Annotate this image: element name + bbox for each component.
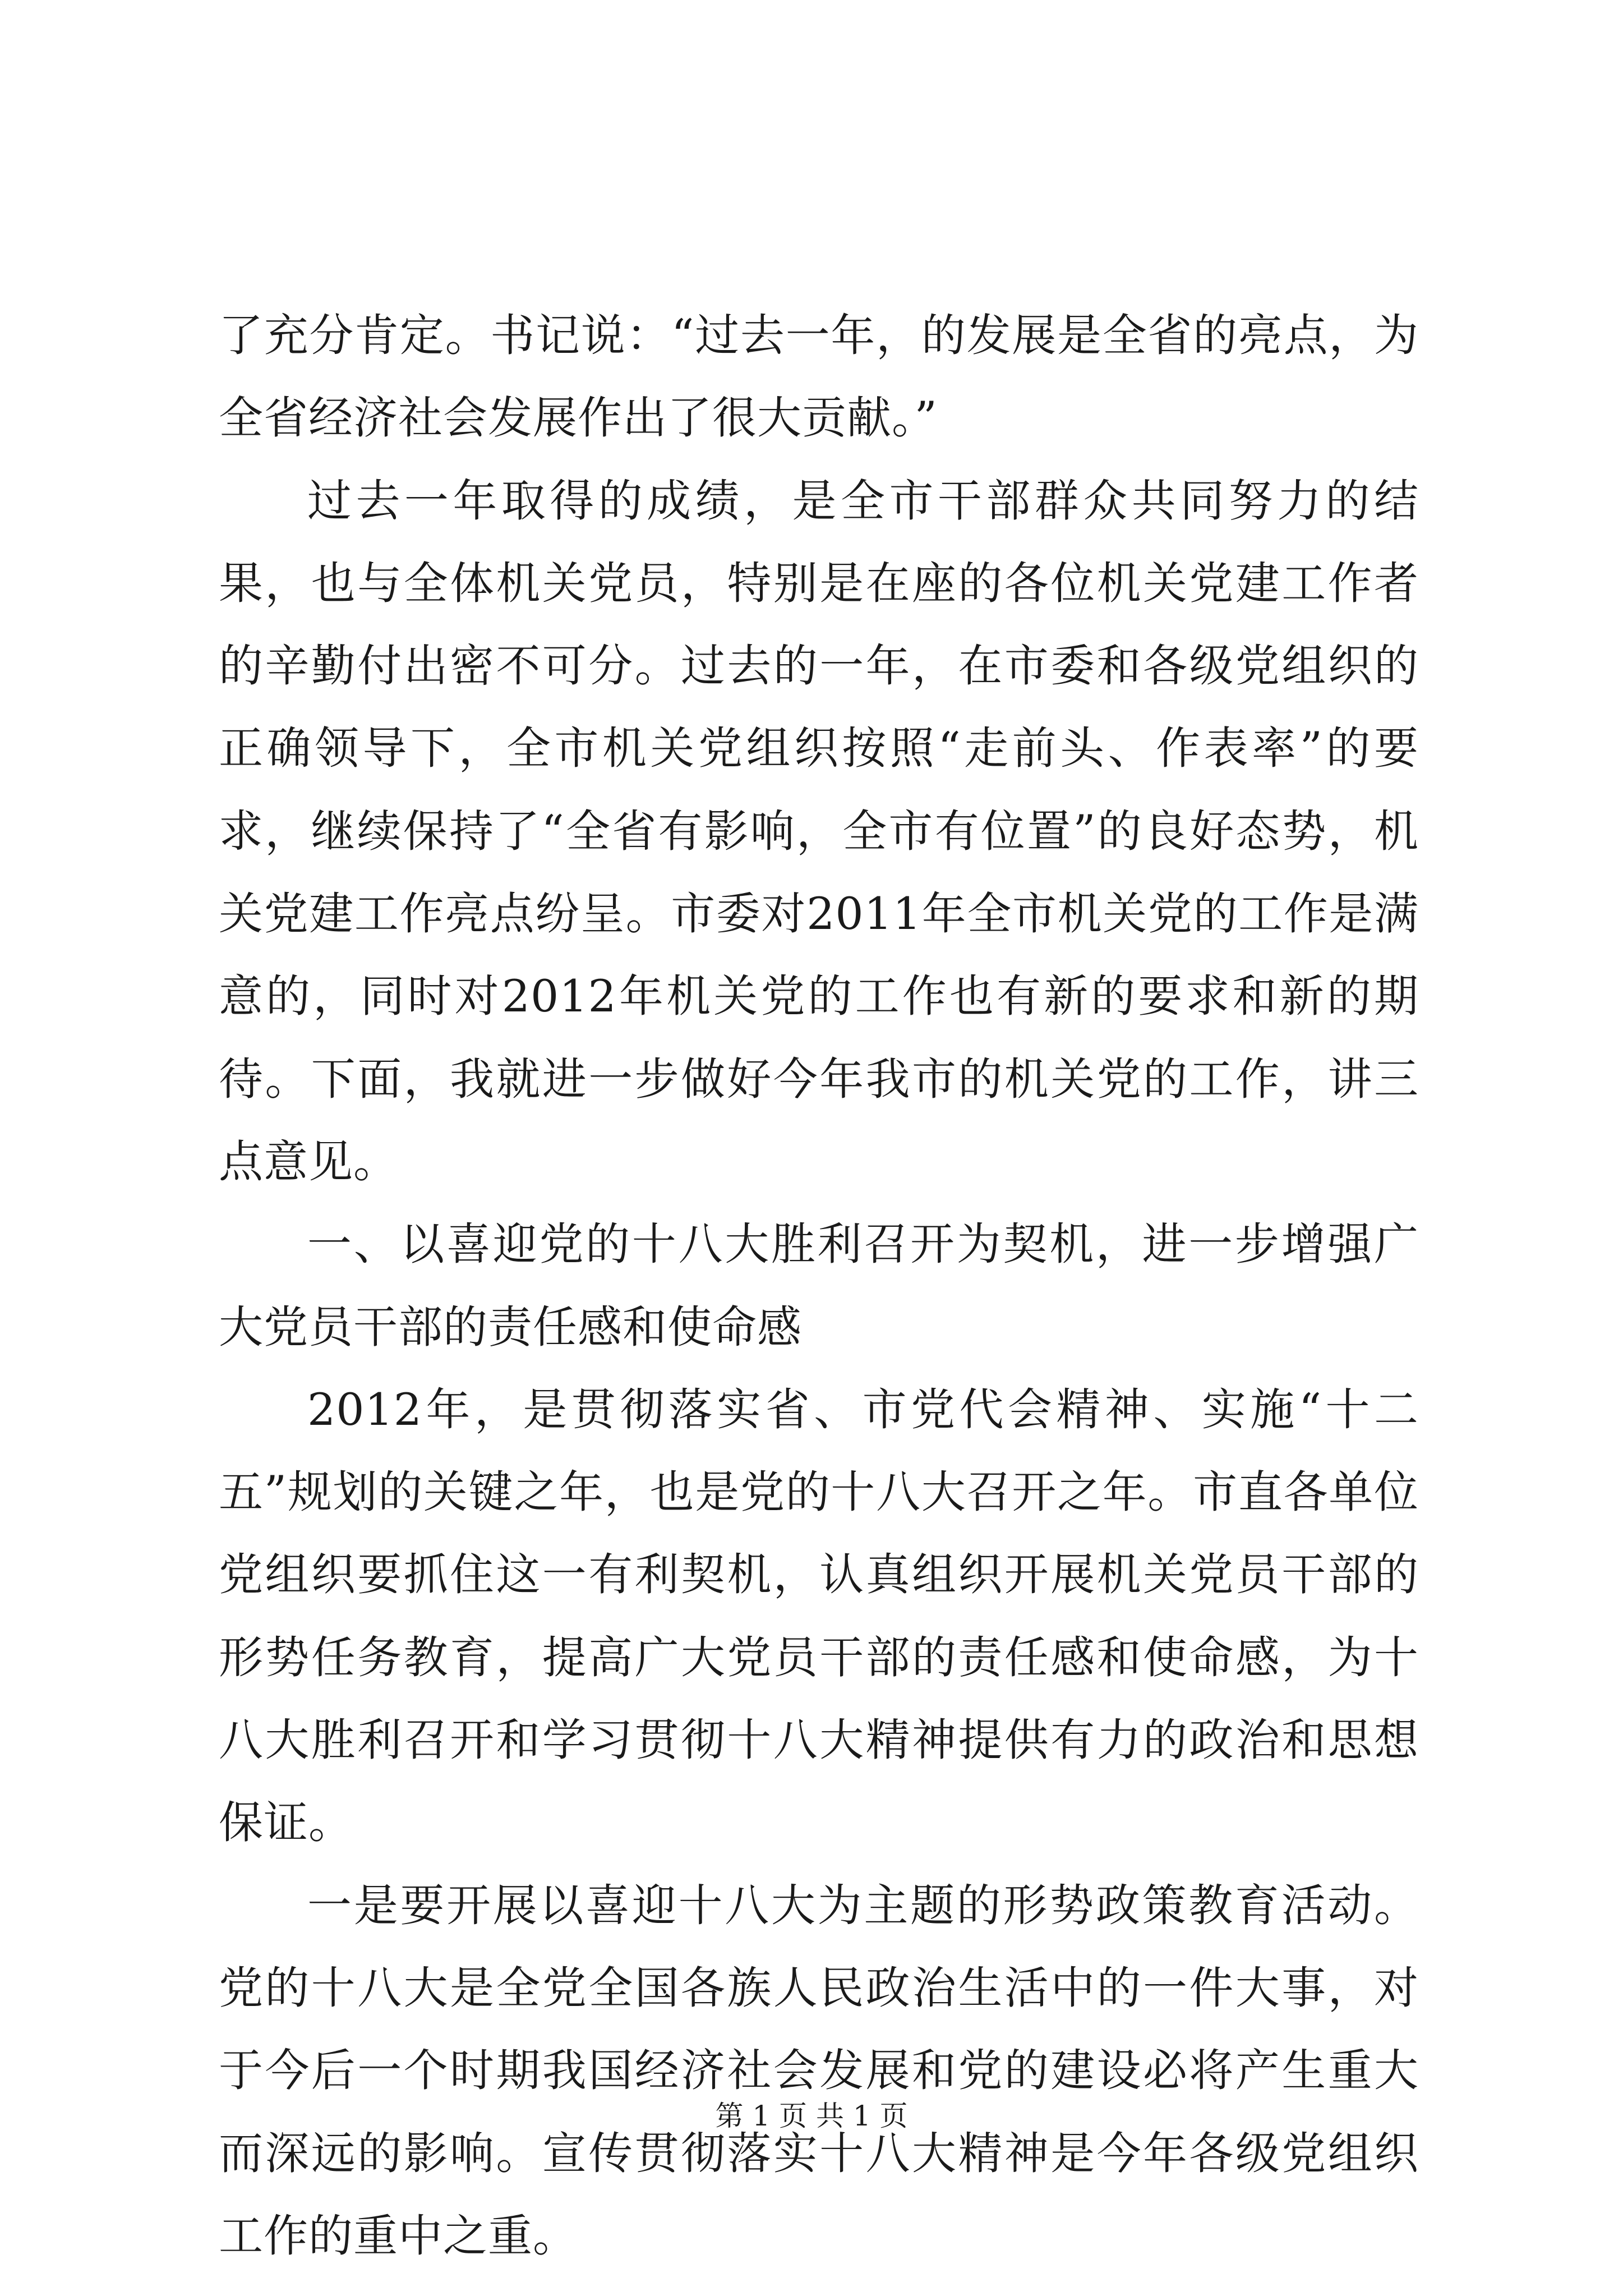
paragraph-2012-overview: 2012年，是贯彻落实省、市党代会精神、实施“十二五”规划的关键之年，也是党的十八大召开之年。市直各单位党组织要抓住这一有利契机，认真组织开展机关党员干部的形势任务教育，提高广大党员干部的责任感和使命感，为十八大胜利召开和学习贯彻十八大精神提供有力的政治和思想保证。 (219, 1383, 1419, 1849)
page-footer: 第 1 页 共 1 页 (715, 2100, 908, 2132)
section-heading-one: 一、以喜迎党的十八大胜利召开为契机，进一步增强广大党员干部的责任感和使命感 (219, 1218, 1419, 1353)
paragraph-continuation: 了充分肯定。书记说：“过去一年，的发展是全省的亮点，为全省经济社会发展作出了很大贡献。” (219, 310, 1419, 444)
document-body (219, 295, 1419, 2277)
paragraph-achievements: 过去一年取得的成绩，是全市干部群众共同努力的结果，也与全体机关党员，特别是在座的各位机关党建工作者的辛勤付出密不可分。过去的一年，在市委和各级党组织的正确领导下，全市机关党组织按照“走前头、作表率”的要求，继续保持了“全省有影响，全市有位置”的良好态势，机关党建工作亮点纷呈。市委对2011年全市机关党的工作是满意的，同时对2012年机关党的工作也有新的要求和新的期待。下面，我就进一步做好今年我市的机关党的工作，讲三点意见。 (219, 475, 1419, 1188)
paragraph-policy-education: 一是要开展以喜迎十八大为主题的形势政策教育活动。党的十八大是全党全国各族人民政治生活中的一件大事，对于今后一个时期我国经济社会发展和党的建设必将产生重大而深远的影响。宣传贯彻落实十八大精神是今年各级党组织工作的重中之重。 (219, 1879, 1419, 2262)
